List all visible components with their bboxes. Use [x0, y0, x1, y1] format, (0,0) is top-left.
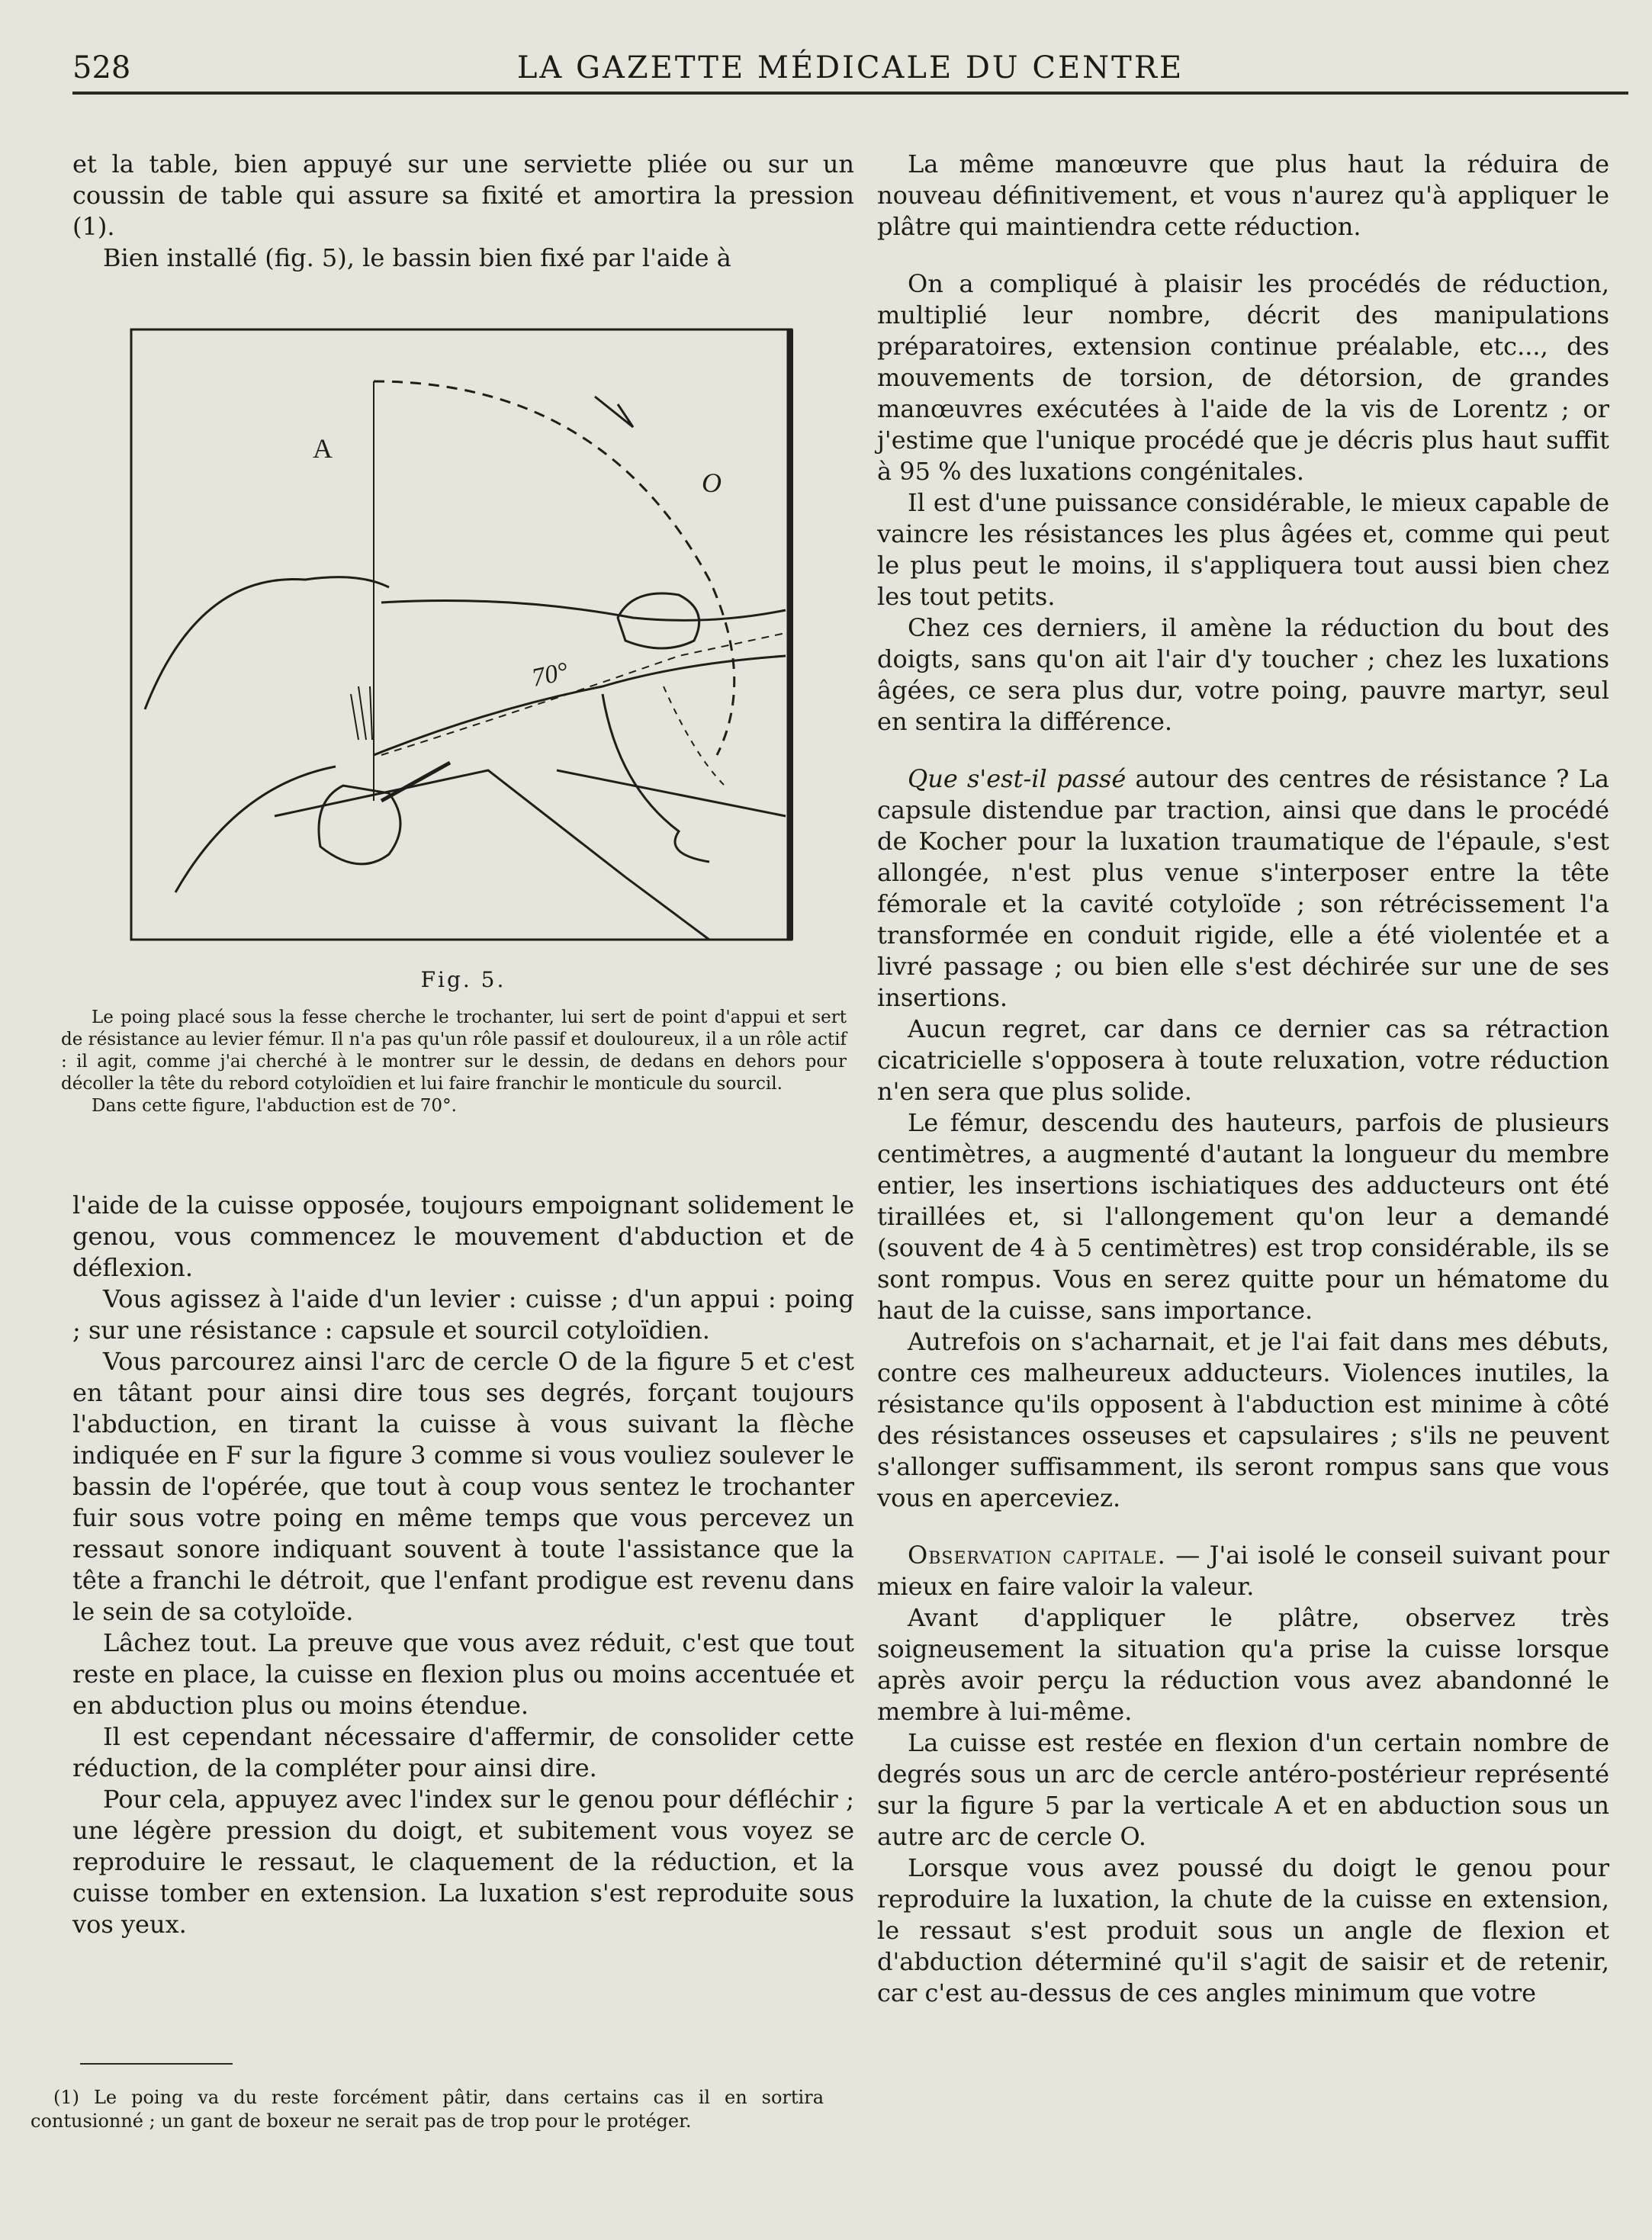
thigh-upper — [381, 601, 786, 621]
label-angle: 70° — [529, 657, 571, 693]
buttock-outline — [175, 766, 336, 892]
paragraph: Chez ces derniers, il amène la réduction du bout des doigts, sans qu'on ait l'air d'y toucher ; chez les luxations âgées, ce sera plus dur, votre poing, pauvre martyr, seul en sentira la différence. — [877, 613, 1609, 736]
paragraph: Vous agissez à l'aide d'un levier : cuisse ; d'un appui : poing ; sur une résistance : capsule et sourcil cotyloïdien. — [72, 1284, 854, 1345]
paragraph: Pour cela, appuyez avec l'index sur le genou pour défléchir ; une légère pression du doigt, et subitement vous voyez se reproduire le ressaut, le claquement de la réduction, et la cuisse tomber en extension. La luxation s'est reproduite sous vos yeux. — [72, 1785, 854, 1939]
paragraph: La cuisse est restée en flexion d'un certain nombre de degrés sous un arc de cercle antéro-postérieur représenté sur la figure 5 par la verticale A et en abduction sous un autre arc de cercle O. — [877, 1728, 1609, 1851]
figure-5-illustration — [130, 328, 793, 942]
paragraph: La même manœuvre que plus haut la réduira de nouveau définitivement, et vous n'aurez qu'à appliquer le plâtre qui maintiendra cette réduction. — [877, 149, 1609, 241]
paragraph: Autrefois on s'acharnait, et je l'ai fait dans mes débuts, contre ces malheureux adducteurs. Violences inutiles, la résistance qu'ils opposent à l'abduction est minime à côté des résistances osseuses et capsulaires ; s'ils ne peuvent s'allonger suffisamment, ils seront rompus sans que vous vous en aperceviez. — [877, 1327, 1609, 1512]
figure-frame — [131, 329, 792, 940]
paragraph: et la table, bien appuyé sur une serviette pliée ou sur un coussin de table qui assure sa fixité et amortira la pression (1). — [72, 149, 854, 241]
paragraph: Le fémur, descendu des hauteurs, parfois de plusieurs centimètres, a augmenté d'autant la longueur du membre entier, les insertions ischiatiques des adducteurs ont été tiraillées et, si l'allongement qu'on leur a demandé (souvent de 4 à 5 centimètres) est trop considérable, ils se sont rompus. Vous en serez quitte pour un hématome du haut de la cuisse, sans importance. — [877, 1108, 1609, 1325]
label-a: A — [313, 433, 333, 464]
page-number: 528 — [72, 50, 131, 85]
right-column — [877, 149, 1609, 2009]
body-outline — [145, 577, 389, 709]
paragraph: Il est cependant nécessaire d'affermir, de consolider cette réduction, de la compléter pour ainsi dire. — [72, 1722, 854, 1782]
hair-marks — [351, 686, 372, 740]
paragraph: l'aide de la cuisse opposée, toujours empoignant solidement le genou, vous commencez le mouvement d'abduction et de déflexion. — [72, 1191, 854, 1282]
paragraph-text: autour des centres de résistance ? La capsule distendue par traction, ainsi que dans le procédé de Kocher pour la luxation traumatique de l'épaule, s'est allongée, n'est plus venue s'interposer entre la tête fémorale et la cavité cotyloïde ; son rétrécissement l'a transformée en conduit rigide, elle a été violentée et a livré passage ; ou bien elle s'est déchirée sur une de ses insertions. — [877, 764, 1610, 1012]
arc-arrow — [595, 397, 633, 427]
smallcaps-lead: Observation capitale. — [908, 1541, 1166, 1570]
label-o: O — [702, 468, 722, 498]
paragraph: Avant d'appliquer le plâtre, observez très soigneusement la situation qu'a prise la cuisse lorsque après avoir perçu la réduction vous avez abandonné le membre à lui-même. — [877, 1603, 1609, 1726]
leg-dashed — [664, 686, 725, 786]
footnote-rule — [80, 2063, 233, 2065]
paragraph: Il est d'une puissance considérable, le mieux capable de vaincre les résistances les plus âgées et, comme qui peut le plus peut le moins, il s'appliquera tout aussi bien chez les tout petits. — [877, 488, 1609, 611]
table-side — [557, 770, 786, 816]
paragraph — [877, 1540, 1609, 1602]
paragraph-text: — J'ai isolé le conseil suivant pour mieux en faire valoir la valeur. — [877, 1541, 1609, 1601]
legend-text: Le poing placé sous la fesse cherche le trochanter, lui sert de point d'appui et sert de résistance au levier fémur. Il n'a pas qu'un rôle passif et douloureux, il a un rôle actif : il agit, comme j'ai cherché à le montrer sur le dessin, de dedans en dehors pour décoller la tête du rebord cotyloïdien et lui faire franchir le monticule du sourcil. — [61, 1008, 847, 1094]
paragraph: Lorsque vous avez poussé du doigt le genou pour reproduire la luxation, la chute de la cuisse en extension, le ressaut s'est produit sous un angle de flexion et d'abduction déterminé qu'il s'agit de saisir et de retenir, car c'est au-dessus de ces angles minimum que votre — [877, 1853, 1609, 2007]
legend-text: Dans cette figure, l'abduction est de 70°. — [92, 1096, 457, 1116]
figure-caption: Fig. 5. — [420, 967, 506, 992]
paragraph: On a compliqué à plaisir les procédés de réduction, multiplié leur nombre, décrit des manipulations préparatoires, extension continue préalable, etc..., des mouvements de torsion, de détorsion, de grandes manœuvres exécutées à l'aide de la vis de Lorentz ; or j'estime que l'unique procédé que je décris plus haut suffit à 95 % des luxations congénitales. — [877, 269, 1609, 486]
paragraph: Lâchez tout. La preuve que vous avez réduit, c'est que tout reste en place, la cuisse en flexion plus ou moins accentuée et en abduction plus ou moins étendue. — [72, 1628, 854, 1720]
footnote: (1) Le poing va du reste forcément pâtir, dans certains cas il en sortira contusionné ; un gant de boxeur ne serait pas de trop pour le protéger. — [31, 2087, 824, 2132]
paragraph — [877, 763, 1609, 1014]
italic-lead: Que s'est-il passé — [908, 764, 1127, 793]
journal-title: LA GAZETTE MÉDICALE DU CENTRE — [516, 50, 1184, 85]
figure-legend — [61, 1007, 847, 1117]
paragraph: Bien installé (fig. 5), le bassin bien fixé par l'aide à — [103, 243, 731, 272]
left-column-top — [72, 149, 854, 274]
left-column-bottom — [72, 1190, 854, 1940]
leg-outline — [603, 694, 709, 862]
paragraph: Vous parcourez ainsi l'arc de cercle O de la figure 5 et c'est en tâtant pour ainsi dire tous ses degrés, forçant toujours l'abduction, en tirant la cuisse à vous suivant la flèche indiquée en F sur la figure 3 comme si vous vouliez soulever le bassin de l'opérée, que tout à coup vous sentez le trochanter fuir sous votre poing en même temps que vous percevez un ressaut sonore indiquant souvent à toute l'assistance que la tête a franchi le détroit, que l'enfant prodigue est revenu dans le sein de sa cotyloïde. — [72, 1347, 854, 1626]
running-header — [72, 46, 1628, 95]
paragraph: Aucun regret, car dans ce dernier cas sa rétraction cicatricielle s'opposera à toute reluxation, votre réduction n'en sera que plus solide. — [877, 1014, 1609, 1106]
